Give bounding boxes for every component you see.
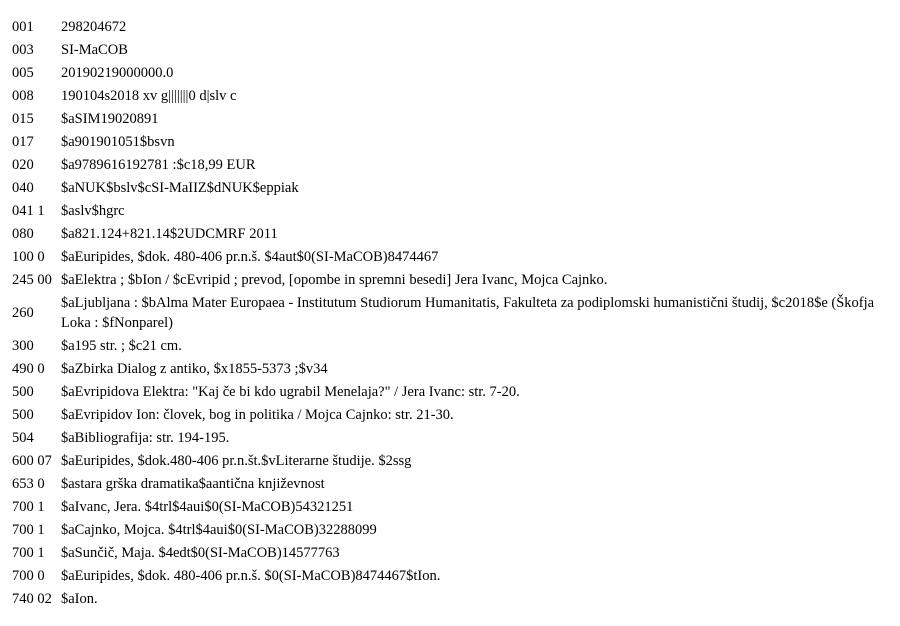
marc-field-tag: 008 [12,88,34,104]
marc-field-value: $aIvanc, Jera. $4trl$4aui$0(SI-MaCOB)54321251 [61,499,354,515]
marc-field-value: $aElektra ; $bIon / $cEvripid ; prevod, [opombe in spremni besedi] Jera Ivanc, Mojca Cajnko. [61,272,608,288]
marc-field-value: $aEvripidova Elektra: "Kaj če bi kdo ugrabil Menelaja?" / Jera Ivanc: str. 7-20. [61,384,520,400]
marc-field-row [12,565,892,588]
marc-field-value: $aSunčič, Maja. $4edt$0(SI-MaCOB)14577763 [61,545,340,561]
marc-field-value: $aEuripides, $dok. 480-406 pr.n.š. $0(SI-MaCOB)8474467$tIon. [61,568,441,584]
marc-field-tag: 017 [12,134,34,150]
marc-field-tag: 015 [12,111,34,127]
marc-field-value: $aBibliografija: str. 194-195. [61,430,230,446]
marc-field-value: $a9789616192781 :$c18,99 EUR [61,157,256,173]
marc-field-tag: 740 02 [12,591,52,607]
marc-field-tag: 490 0 [12,361,45,377]
marc-field-row [12,223,892,246]
marc-field-tag: 041 1 [12,203,45,219]
marc-field-value: $aEvripidov Ion: človek, bog in politika / Mojca Cajnko: str. 21-30. [61,407,454,423]
marc-field-tag: 653 0 [12,476,45,492]
marc-field-tag: 700 1 [12,499,45,515]
marc-field-row [12,154,892,177]
marc-field-row [12,358,892,381]
marc-field-value: $aNUK$bslv$cSI-MaIIZ$dNUK$eppiak [61,180,299,196]
marc-field-row [12,246,892,269]
marc-field-row [12,292,892,335]
marc-field-value: 298204672 [61,19,127,35]
marc-field-value: 20190219000000.0 [61,65,174,81]
marc-record-body [12,16,892,611]
marc-field-value: 190104s2018 xv g|||||||0 d|slv c [61,88,237,104]
marc-field-row [12,200,892,223]
marc-field-row [12,39,892,62]
marc-field-row [12,450,892,473]
marc-field-tag: 001 [12,19,34,35]
marc-field-value: $aEuripides, $dok.480-406 pr.n.št.$vLiterarne študije. $2ssg [61,453,412,469]
marc-field-tag: 500 [12,384,34,400]
marc-field-tag: 300 [12,338,34,354]
marc-field-row [12,381,892,404]
marc-field-tag: 500 [12,407,34,423]
marc-field-row [12,519,892,542]
marc-field-value: $aSIM19020891 [61,111,159,127]
marc-field-tag: 700 0 [12,568,45,584]
marc-field-row [12,496,892,519]
marc-field-value: SI-MaCOB [61,42,128,58]
marc-field-tag: 700 1 [12,545,45,561]
marc-field-row [12,16,892,39]
marc-field-row [12,177,892,200]
marc-field-value: $aslv$hgrc [61,203,125,219]
marc-field-row [12,335,892,358]
marc-field-tag: 245 00 [12,272,52,288]
marc-field-value: $a901901051$bsvn [61,134,175,150]
marc-field-tag: 100 0 [12,249,45,265]
marc-field-value: $aCajnko, Mojca. $4trl$4aui$0(SI-MaCOB)32288099 [61,522,377,538]
marc-field-value: $aLjubljana : $bAlma Mater Europaea - Institutum Studiorum Humanitatis, Fakulteta za podiplomski humanistični študij, $c2018$e (Škofja Loka : $fNonparel) [61,295,875,331]
marc-field-row [12,542,892,565]
marc-field-tag: 005 [12,65,34,81]
marc-field-row [12,131,892,154]
marc-field-value: $aEuripides, $dok. 480-406 pr.n.š. $4aut$0(SI-MaCOB)8474467 [61,249,439,265]
marc-field-value: $astara grška dramatika$aantična književnost [61,476,325,492]
marc-field-tag: 040 [12,180,34,196]
marc-field-row [12,473,892,496]
marc-field-row [12,404,892,427]
marc-field-tag: 020 [12,157,34,173]
marc-record-table [12,16,892,611]
marc-field-tag: 700 1 [12,522,45,538]
marc-field-value: $aZbirka Dialog z antiko, $x1855-5373 ;$v34 [61,361,328,377]
marc-field-tag: 600 07 [12,453,52,469]
marc-field-tag: 003 [12,42,34,58]
marc-field-value: $aIon. [61,591,98,607]
marc-field-row [12,427,892,450]
marc-field-row [12,85,892,108]
marc-field-tag: 260 [12,305,34,321]
marc-field-row [12,62,892,85]
marc-field-value: $a821.124+821.14$2UDCMRF 2011 [61,226,278,242]
marc-field-row [12,108,892,131]
marc-field-row [12,588,892,611]
marc-field-row [12,269,892,292]
marc-field-tag: 504 [12,430,34,446]
marc-field-value: $a195 str. ; $c21 cm. [61,338,182,354]
marc-field-tag: 080 [12,226,34,242]
